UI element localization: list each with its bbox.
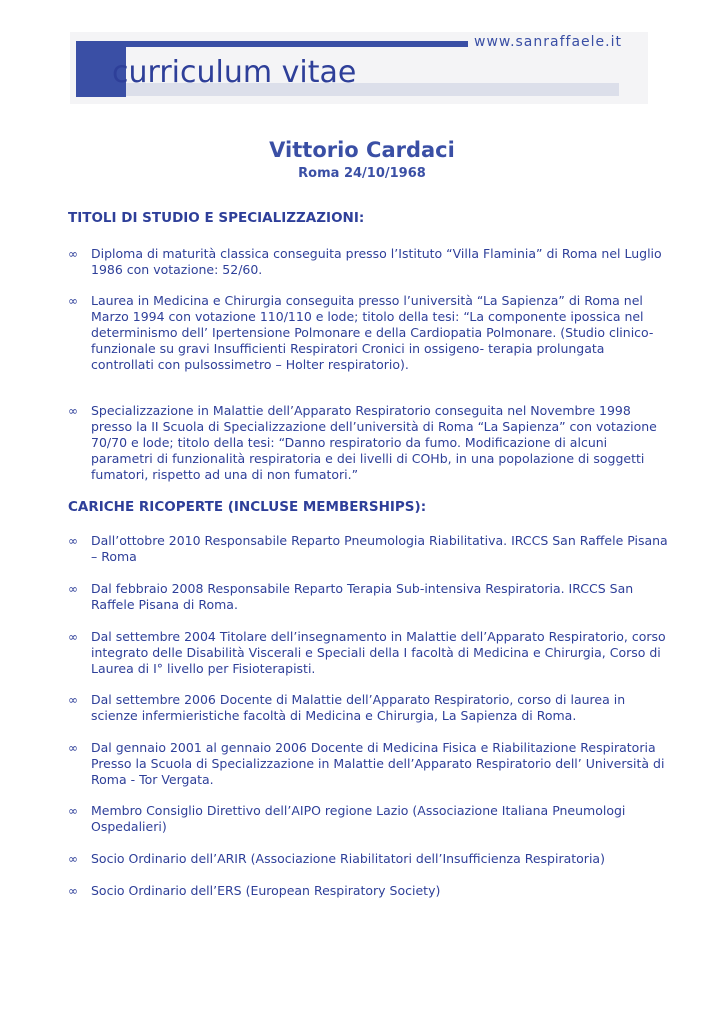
list-item <box>68 692 668 724</box>
birth-place-date: Roma 24/10/1968 <box>298 166 426 181</box>
list-item-text: Socio Ordinario dell’ERS (European Respiratory Society) <box>91 883 441 898</box>
list-item <box>68 293 668 373</box>
list-item <box>68 883 668 899</box>
list-item-text: Laurea in Medicina e Chirurgia conseguita presso l’università “La Sapienza” di Roma nel Marzo 1994 con votazione 110/110 e lode; titolo della tesi: “La componente ipossica nel determinismo dell’ Ipertensione Polmonare e della Cardiopatia Polmonare. (Studio clinico-funzionale su gravi Insufficienti Respiratori Cronici in ossigeno- terapia prolungata controllati con pulsossimetro – Holter respiratorio). <box>91 293 654 372</box>
list-item <box>68 851 668 867</box>
infinity-bullet-icon: ∞ <box>68 884 78 898</box>
infinity-bullet-icon: ∞ <box>68 630 78 644</box>
list-item <box>68 581 668 613</box>
list-item-text: Dal settembre 2006 Docente di Malattie dell’Apparato Respiratorio, corso di laurea in scienze infermieristiche facoltà di Medicina e Chirurgia, La Sapienza di Roma. <box>91 692 626 723</box>
infinity-bullet-icon: ∞ <box>68 852 78 866</box>
list-item <box>68 629 668 677</box>
section-heading-cariche: CARICHE RICOPERTE (INCLUSE MEMBERSHIPS): <box>68 499 427 515</box>
list-item <box>68 740 668 788</box>
infinity-bullet-icon: ∞ <box>68 294 78 308</box>
list-item <box>68 533 668 565</box>
list-item-text: Dall’ottobre 2010 Responsabile Reparto Pneumologia Riabilitativa. IRCCS San Raffele Pisana – Roma <box>91 533 668 564</box>
list-item-text: Membro Consiglio Direttivo dell’AIPO regione Lazio (Associazione Italiana Pneumologi Ospedalieri) <box>91 803 626 834</box>
list-item <box>68 403 668 483</box>
site-url: www.sanraffaele.it <box>474 34 622 50</box>
infinity-bullet-icon: ∞ <box>68 534 78 548</box>
list-item <box>68 803 668 835</box>
infinity-bullet-icon: ∞ <box>68 582 78 596</box>
list-item-text: Specializzazione in Malattie dell’Apparato Respiratorio conseguita nel Novembre 1998 presso la II Scuola di Specializzazione dell’università di Roma “La Sapienza” con votazione 70/70 e lode; titolo della tesi: “Danno respiratorio da fumo. Modificazione di alcuni parametri di funzionalità respiratoria e dei livelli di COHb, in una popolazione di soggetti fumatori, rispetto ad una di non fumatori.” <box>91 403 657 482</box>
document-title: curriculum vitae <box>112 55 357 90</box>
person-name: Vittorio Cardaci <box>269 138 455 162</box>
section-heading-titoli: TITOLI DI STUDIO E SPECIALIZZAZIONI: <box>68 210 365 226</box>
list-item-text: Dal gennaio 2001 al gennaio 2006 Docente di Medicina Fisica e Riabilitazione Respiratoria Presso la Scuola di Specializzazione in Malattie dell’Apparato Respiratorio dell’ Università di Roma - Tor Vergata. <box>91 740 665 787</box>
list-item <box>68 246 668 278</box>
infinity-bullet-icon: ∞ <box>68 404 78 418</box>
infinity-bullet-icon: ∞ <box>68 247 78 261</box>
list-item-text: Dal febbraio 2008 Responsabile Reparto Terapia Sub-intensiva Respiratoria. IRCCS San Raffele Pisana di Roma. <box>91 581 634 612</box>
infinity-bullet-icon: ∞ <box>68 741 78 755</box>
list-item-text: Dal settembre 2004 Titolare dell’insegnamento in Malattie dell’Apparato Respiratorio, corso integrato delle Disabilità Viscerali e Speciali della I facoltà di Medicina e Chirurgia, Corso di Laurea di I° livello per Fisioterapisti. <box>91 629 666 676</box>
infinity-bullet-icon: ∞ <box>68 693 78 707</box>
list-item-text: Socio Ordinario dell’ARIR (Associazione Riabilitatori dell’Insufficienza Respiratoria) <box>91 851 605 866</box>
header-top-bar <box>76 41 468 47</box>
list-item-text: Diploma di maturità classica conseguita presso l’Istituto “Villa Flaminia” di Roma nel Luglio 1986 con votazione: 52/60. <box>91 246 662 277</box>
infinity-bullet-icon: ∞ <box>68 804 78 818</box>
